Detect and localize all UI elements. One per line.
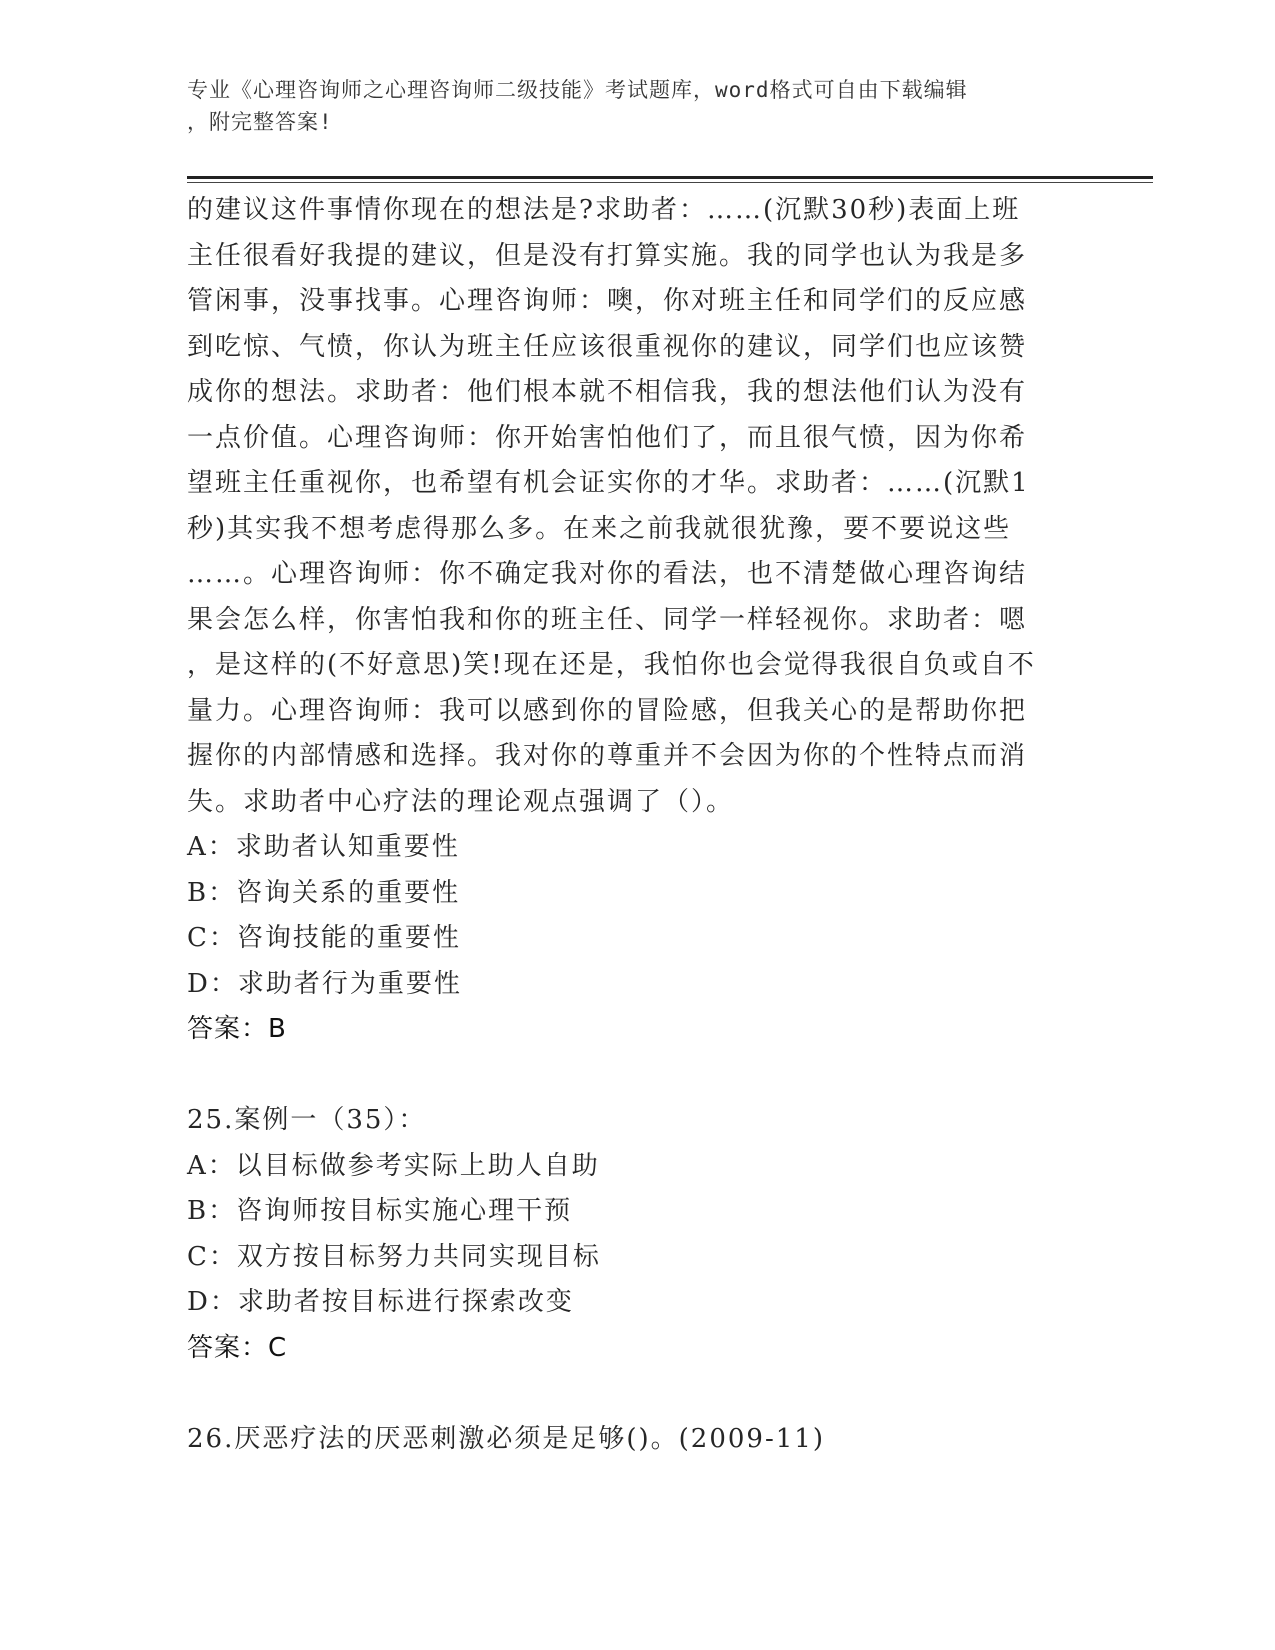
question-text-line: 秒)其实我不想考虑得那么多。在来之前我就很犹豫，要不要说这些 xyxy=(187,513,1012,544)
option-c: C：双方按目标努力共同实现目标 xyxy=(187,1241,601,1272)
option-a: A：求助者认知重要性 xyxy=(187,832,460,862)
answer-label: 答案：B xyxy=(187,1014,287,1044)
question-text-line: 到吃惊、气愤，你认为班主任应该很重视你的建议，同学们也应该赞 xyxy=(187,331,1028,362)
question-text-line: 一点价值。心理咨询师：你开始害怕他们了，而且很气愤，因为你希 xyxy=(187,422,1028,453)
header-rule-thin xyxy=(187,182,1153,183)
question-text-line: 握你的内部情感和选择。我对你的尊重并不会因为你的个性特点而消 xyxy=(187,741,1028,771)
option-d: D：求助者行为重要性 xyxy=(187,968,462,999)
question-text-line: ，是这样的(不好意思)笑!现在还是，我怕你也会觉得我很自负或自不 xyxy=(187,650,1036,680)
question-text-line: 失。求助者中心疗法的理论观点强调了（）。 xyxy=(187,786,735,817)
question-text-line: 量力。心理咨询师：我可以感到你的冒险感，但我关心的是帮助你把 xyxy=(187,695,1028,726)
question-text-line: 管闲事，没事找事。心理咨询师：噢，你对班主任和同学们的反应感 xyxy=(187,286,1028,316)
option-b: B：咨询关系的重要性 xyxy=(187,877,461,908)
option-d: D：求助者按目标进行探索改变 xyxy=(187,1287,574,1317)
question-text-line: 成你的想法。求助者：他们根本就不相信我，我的想法他们认为没有 xyxy=(187,377,1028,407)
question-text-line: 主任很看好我提的建议，但是没有打算实施。我的同学也认为我是多 xyxy=(187,240,1028,271)
question-25 xyxy=(187,1098,1087,1371)
header-line-1: 专业《心理咨询师之心理咨询师二级技能》考试题库，word格式可自由下载编辑 xyxy=(187,78,968,102)
header-line-2: ，附完整答案! xyxy=(187,110,333,134)
question-text-line: 望班主任重视你，也希望有机会证实你的才华。求助者：……(沉默1 xyxy=(187,468,1030,498)
question-title: 26.厌恶疗法的厌恶刺激必须是足够()。(2009-11) xyxy=(187,1423,825,1454)
question-26 xyxy=(187,1417,1087,1463)
section-gap xyxy=(187,1053,1087,1099)
question-24 xyxy=(187,188,1087,1053)
question-text-line: 果会怎么样，你害怕我和你的班主任、同学一样轻视你。求助者：嗯 xyxy=(187,604,1028,635)
section-gap xyxy=(187,1371,1087,1417)
document-body xyxy=(187,188,1087,1462)
option-b: B：咨询师按目标实施心理干预 xyxy=(187,1196,573,1226)
question-title: 25.案例一（35）： xyxy=(187,1105,427,1135)
option-a: A：以目标做参考实际上助人自助 xyxy=(187,1150,600,1181)
question-text-line: ……。心理咨询师：你不确定我对你的看法，也不清楚做心理咨询结 xyxy=(187,559,1028,589)
document-header xyxy=(187,74,1067,138)
question-text-line: 的建议这件事情你现在的想法是?求助者：……(沉默30秒)表面上班 xyxy=(187,195,1021,225)
answer-label: 答案：C xyxy=(187,1332,288,1363)
header-rule-thick xyxy=(187,176,1153,179)
option-c: C：咨询技能的重要性 xyxy=(187,923,461,953)
